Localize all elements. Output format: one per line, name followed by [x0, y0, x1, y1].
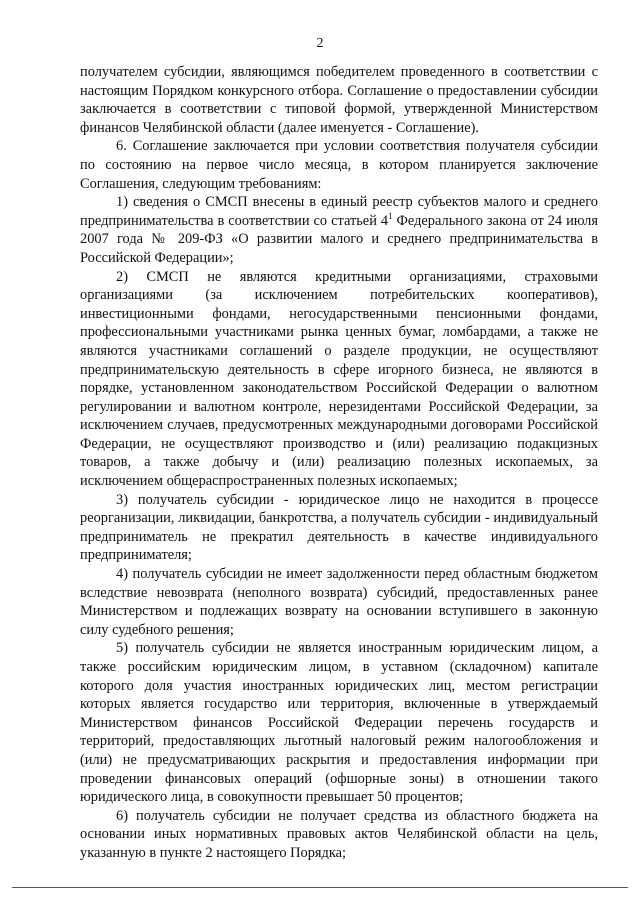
footer-divider: [12, 887, 628, 888]
paragraph-item-1: [80, 193, 598, 267]
paragraph-6: 6. Соглашение заключается при условии соответствия получателя субсидии по состоянию на первое число месяца, в котором планируется заключение Соглашения, следующим требованиям:: [80, 138, 598, 192]
item-1-continuation: закона от 24 июля 2007 года № 209-ФЗ «О развитии малого и среднего предпринимательства в Российской Федерации»;: [80, 212, 598, 266]
item-1-text: 1) сведения о СМСП внесены в единый реестр субъектов малого и среднего предпринимательства в соответствии со статьей 4: [80, 194, 598, 229]
paragraph-item-2: 2) СМСП не являются кредитными организациями, страховыми организациями (за исключением потребительских кооперативов), инвестиционными фондами, негосударственными пенсионными фондами, профессиональными участниками рынка ценных бумаг, ломбардами, а также не являются участниками соглашений о разделе продукции, не осуществляют предпринимательскую деятельность в сфере игорного бизнеса, не являются в порядке, установленном законодательством Российской Федерации о валютном регулировании и валютном контроле, нерезидентами Российской Федерации, за исключением случаев, предусмотренных международными договорами Российской Федерации, не осуществляют производство и (или) реализацию подакцизных товаров, а также добычу и (или) реализацию полезных ископаемых, за исключением общераспространенных полезных ископаемых;: [80, 268, 598, 490]
paragraph-item-5: 5) получатель субсидии не является иностранным юридическим лицом, а также российским юридическим лицом, в уставном (складочном) капитале которого доля участия иностранных юридических лиц, местом регистрации которых является государство или территория, включенные в утверждаемый Министерством финансов Российской Федерации перечень государств и территорий, предоставляющих льготный налоговый режим налогообложения и (или) не предусматривающих раскрытия и предоставления информации при проведении финансовых операций (офшорные зоны) в отношении такого юридического лица, в совокупности превышает 50 процентов;: [80, 640, 598, 806]
paragraph-intro: получателем субсидии, являющимся победителем проведенного в соответствии с настоящим Порядком конкурсного отбора. Соглашение о предоставлении субсидии заключается в соответствии с типовой формой, утвержденной Министерством финансов Челябинской области (далее именуется - Соглашение).: [80, 64, 598, 136]
paragraph-item-6: 6) получатель субсидии не получает средства из областного бюджета на основании иных нормативных правовых актов Челябинской области на цель, указанную в пункте 2 настоящего Порядка;: [80, 807, 598, 861]
item-1-text-end: Федерального: [392, 212, 483, 229]
page-number: 2: [316, 36, 324, 51]
document-body: [80, 63, 598, 863]
paragraph-item-3: 3) получатель субсидии - юридическое лицо не находится в процессе реорганизации, ликвидации, банкротства, а получатель субсидии - индивидуальный предприниматель не прекратил деятельность в качестве индивидуального предпринимателя;: [80, 491, 598, 564]
item-1-superscript: 1: [388, 210, 393, 221]
paragraph-item-4: 4) получатель субсидии не имеет задолженности перед областным бюджетом вследствие невозврата (неполного возврата) субсидий, предоставленных ранее Министерством и подлежащих возврату на основании вступившего в законную силу судебного решения;: [80, 566, 598, 638]
